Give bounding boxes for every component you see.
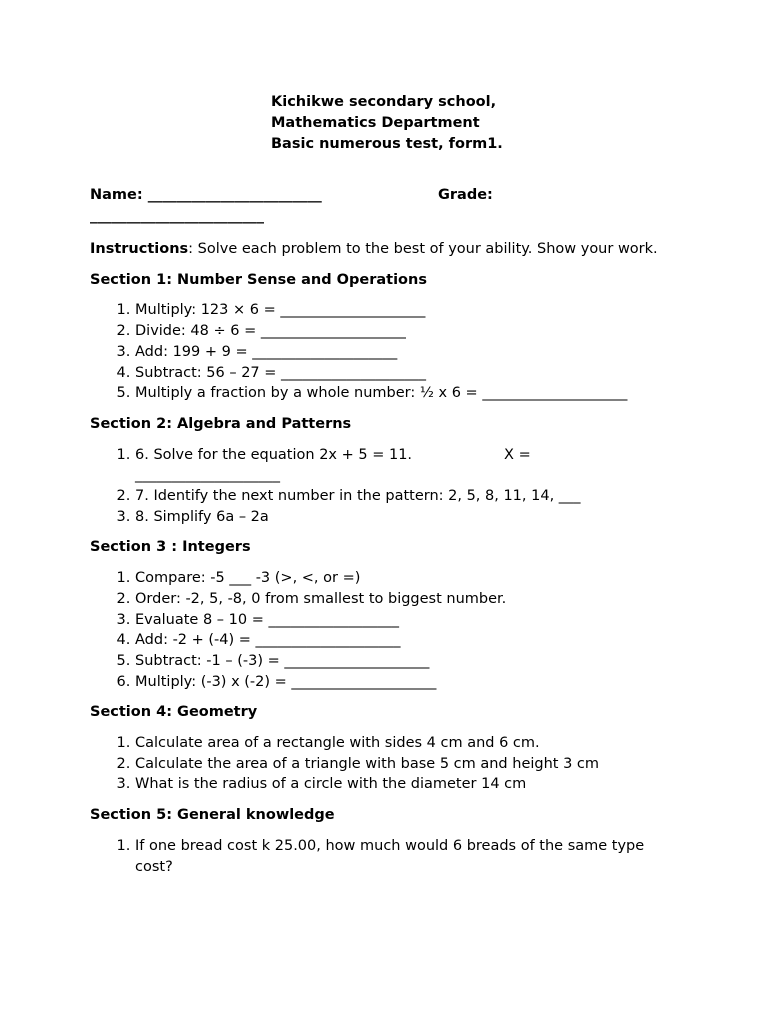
question-item: 3. Add: 199 + 9 = ____________________ (135, 342, 680, 363)
grade-field-label: Grade: (438, 187, 493, 203)
document-body (90, 185, 680, 877)
question-item: 3. 8. Simplify 6a – 2a (135, 507, 680, 528)
section-title: Section 5: General knowledge (90, 807, 335, 824)
question-item: 3. What is the radius of a circle with the diameter 14 cm (135, 774, 680, 795)
question-item: 5. Multiply a fraction by a whole number: ½ x 6 = ____________________ (135, 383, 680, 404)
question-item: 1. Multiply: 123 × 6 = ____________________ (135, 300, 680, 321)
question-item: 6. Multiply: (-3) x (-2) = ____________________ (135, 672, 680, 693)
instructions-label: Instructions (90, 241, 189, 257)
name-grade-row (90, 185, 680, 206)
answer-label: X = (504, 446, 531, 463)
test-title: Basic numerous test, form1. (271, 136, 503, 152)
question-item (135, 445, 680, 486)
answer-blank: ____________________ (135, 467, 280, 484)
grade-blank-line: ________________________ (90, 208, 264, 224)
question-item: 2. Order: -2, 5, -8, 0 from smallest to biggest number. (135, 589, 680, 610)
name-field-label: Name: ________________________ (90, 187, 322, 203)
question-list (90, 568, 680, 692)
question-item: 4. Subtract: 56 – 27 = ____________________ (135, 363, 680, 384)
question-item: 1. If one bread cost k 25.00, how much would 6 breads of the same type cost? (135, 836, 680, 877)
question-list (90, 300, 680, 404)
question-list (90, 836, 680, 877)
section-title: Section 4: Geometry (90, 704, 258, 721)
question-item: 2. 7. Identify the next number in the pattern: 2, 5, 8, 11, 14, ___ (135, 486, 680, 507)
document-header (271, 92, 503, 155)
instructions (90, 239, 680, 260)
section-title: Section 2: Algebra and Patterns (90, 415, 352, 432)
school-name: Kichikwe secondary school, (271, 94, 497, 110)
section-title: Section 1: Number Sense and Operations (90, 271, 427, 288)
question-item: 5. Subtract: -1 – (-3) = ____________________ (135, 651, 680, 672)
question-item: 2. Divide: 48 ÷ 6 = ____________________ (135, 321, 680, 342)
question-list (90, 445, 680, 528)
question-list (90, 733, 680, 795)
question-item: 4. Add: -2 + (-4) = ____________________ (135, 630, 680, 651)
question-item: 1. Compare: -5 ___ -3 (>, <, or =) (135, 568, 680, 589)
department-name: Mathematics Department (271, 115, 480, 131)
instructions-text: : Solve each problem to the best of your ability. Show your work. (188, 241, 658, 257)
question-item: 1. Calculate area of a rectangle with sides 4 cm and 6 cm. (135, 733, 680, 754)
question-item: 2. Calculate the area of a triangle with base 5 cm and height 3 cm (135, 754, 680, 775)
section-title: Section 3 : Integers (90, 539, 251, 556)
question-text: 6. Solve for the equation 2x + 5 = 11. (135, 446, 413, 463)
question-item: 3. Evaluate 8 – 10 = __________________ (135, 610, 680, 631)
